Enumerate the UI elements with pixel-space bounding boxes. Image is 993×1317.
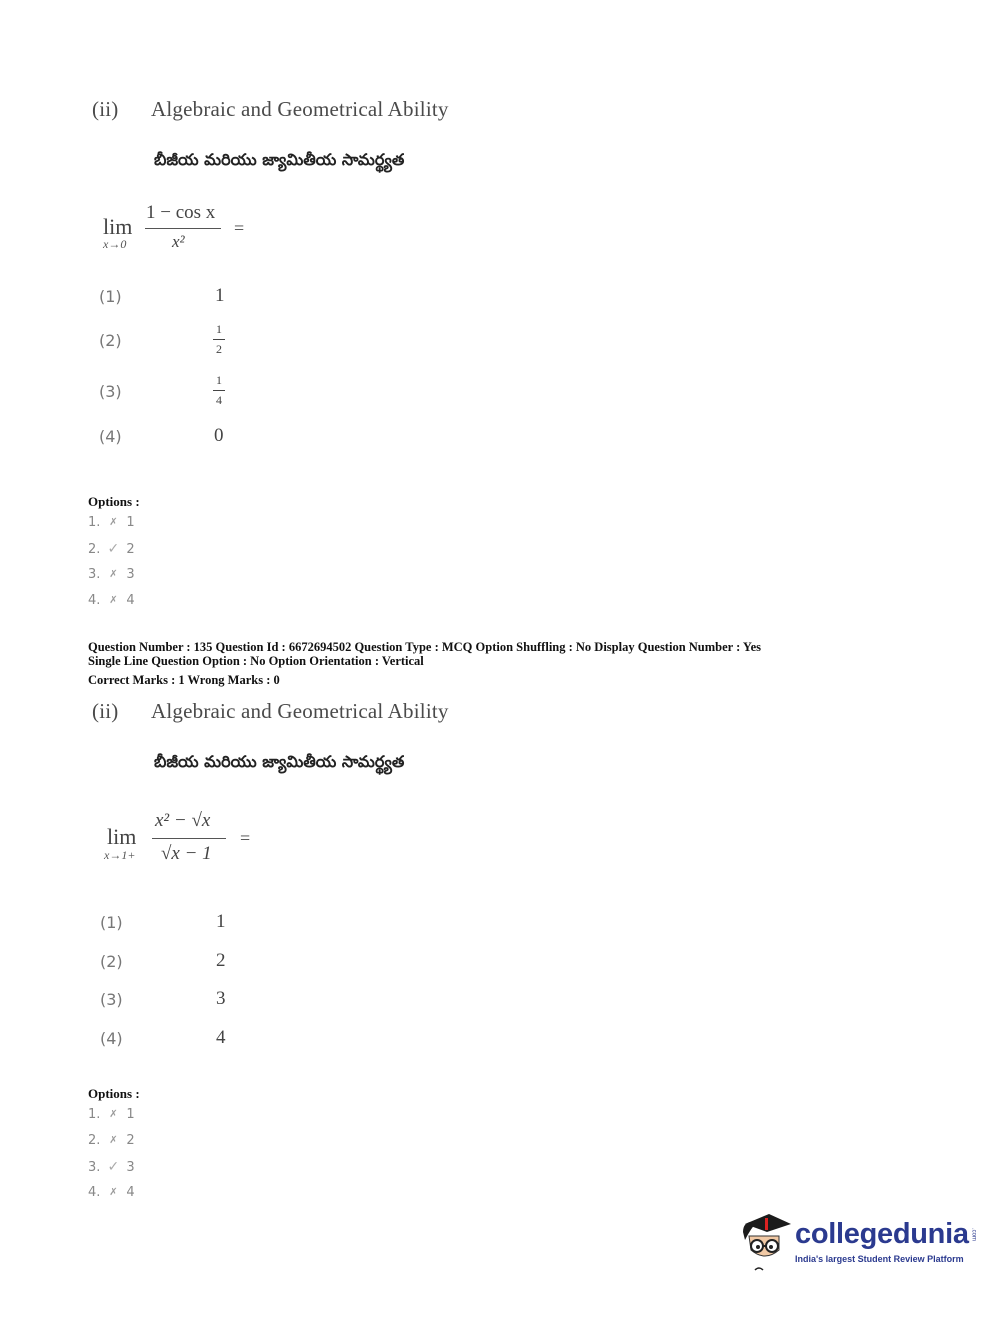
wrong-mark-icon: ✗	[109, 1135, 118, 1146]
option-value: 3	[126, 1159, 135, 1175]
choice-fraction	[213, 373, 225, 408]
choice-number: (3)	[100, 990, 123, 1009]
option-row	[88, 515, 135, 530]
collegedunia-logo[interactable]	[735, 1210, 977, 1272]
choice-value: 1	[216, 911, 226, 932]
correct-tick-icon: ✓	[107, 1159, 120, 1175]
question-meta-line: Question Number : 135 Question Id : 6672694502 Question Type : MCQ Option Shuffling : No Display Question Number : Yes	[88, 640, 761, 654]
equals-sign: =	[240, 828, 251, 848]
brand-name: collegedunia	[795, 1218, 969, 1250]
fraction-denominator: √x − 1	[161, 843, 212, 864]
correct-tick-icon: ✓	[107, 541, 120, 557]
choice-fraction	[213, 322, 225, 357]
option-value: 1	[126, 1107, 135, 1122]
option-value: 2	[126, 541, 135, 557]
choice-number: (1)	[99, 287, 122, 306]
section-title: Algebraic and Geometrical Ability	[151, 97, 449, 121]
fraction-bar	[213, 339, 225, 340]
option-row	[88, 593, 135, 608]
wrong-mark-icon: ✗	[109, 517, 118, 528]
choice-value: 4	[216, 1027, 226, 1048]
option-index: 2.	[88, 1133, 101, 1148]
section-number: (ii)	[92, 97, 119, 121]
choice-value: 1	[215, 285, 225, 306]
fraction-top: 1	[216, 373, 222, 387]
section-title-telugu: బీజీయ మరియు జ్యామితీయ సామర్థ్యత	[154, 752, 405, 771]
option-index: 3.	[88, 567, 101, 582]
wrong-mark-icon: ✗	[109, 1109, 118, 1120]
section-title: Algebraic and Geometrical Ability	[151, 699, 449, 723]
fraction-numerator: 1 − cos x	[146, 202, 216, 223]
choice-number: (1)	[100, 913, 123, 932]
option-value: 2	[126, 1133, 135, 1148]
fraction-denominator: x²	[172, 232, 185, 251]
option-index: 1.	[88, 1107, 101, 1122]
option-row	[88, 1107, 135, 1122]
choice-number: (2)	[99, 331, 122, 350]
choice-number: (2)	[100, 952, 123, 971]
fraction-bar	[152, 838, 226, 839]
lim-subscript: x→1+	[104, 848, 136, 862]
option-row	[88, 1159, 135, 1175]
option-row	[88, 541, 135, 557]
lim-word: lim	[103, 214, 133, 239]
option-value: 4	[126, 593, 135, 608]
brand-tagline: India's largest Student Review Platform	[795, 1254, 964, 1264]
option-row	[88, 567, 135, 582]
options-label: Options :	[88, 1086, 140, 1101]
option-index: 4.	[88, 1185, 101, 1200]
option-row	[88, 1133, 135, 1148]
question-marks-line: Correct Marks : 1 Wrong Marks : 0	[88, 673, 280, 687]
option-value: 4	[126, 1185, 135, 1200]
section-title-telugu: బీజీయ మరియు జ్యామితీయ సామర్థ్యత	[154, 150, 405, 169]
option-index: 2.	[88, 541, 101, 557]
option-index: 3.	[88, 1159, 101, 1175]
fraction-top: 1	[216, 322, 222, 336]
fraction-bar	[213, 390, 225, 391]
fraction-bar	[145, 228, 221, 229]
option-value: 3	[126, 567, 135, 582]
choice-value: 2	[216, 950, 226, 971]
choice-value: 3	[216, 988, 226, 1009]
section-number: (ii)	[92, 699, 119, 723]
choice-number: (4)	[99, 427, 122, 446]
choice-number: (4)	[100, 1029, 123, 1048]
brand-suffix: .com	[970, 1227, 977, 1241]
option-index: 4.	[88, 593, 101, 608]
option-row	[88, 1185, 135, 1200]
fraction-bottom: 4	[216, 393, 222, 407]
student-mascot-icon	[735, 1210, 793, 1272]
options-label: Options :	[88, 494, 140, 509]
lim-subscript: x→0	[103, 237, 127, 251]
choice-number: (3)	[99, 382, 122, 401]
question-meta-line: Single Line Question Option : No Option Orientation : Vertical	[88, 654, 424, 668]
fraction-bottom: 2	[216, 342, 222, 356]
wrong-mark-icon: ✗	[109, 595, 118, 606]
choice-value: 0	[214, 425, 224, 446]
lim-word: lim	[107, 824, 137, 849]
wrong-mark-icon: ✗	[109, 1187, 118, 1198]
option-index: 1.	[88, 515, 101, 530]
fraction-numerator: x² − √x	[155, 810, 211, 831]
option-value: 1	[126, 515, 135, 530]
equals-sign: =	[234, 218, 245, 238]
wrong-mark-icon: ✗	[109, 569, 118, 580]
